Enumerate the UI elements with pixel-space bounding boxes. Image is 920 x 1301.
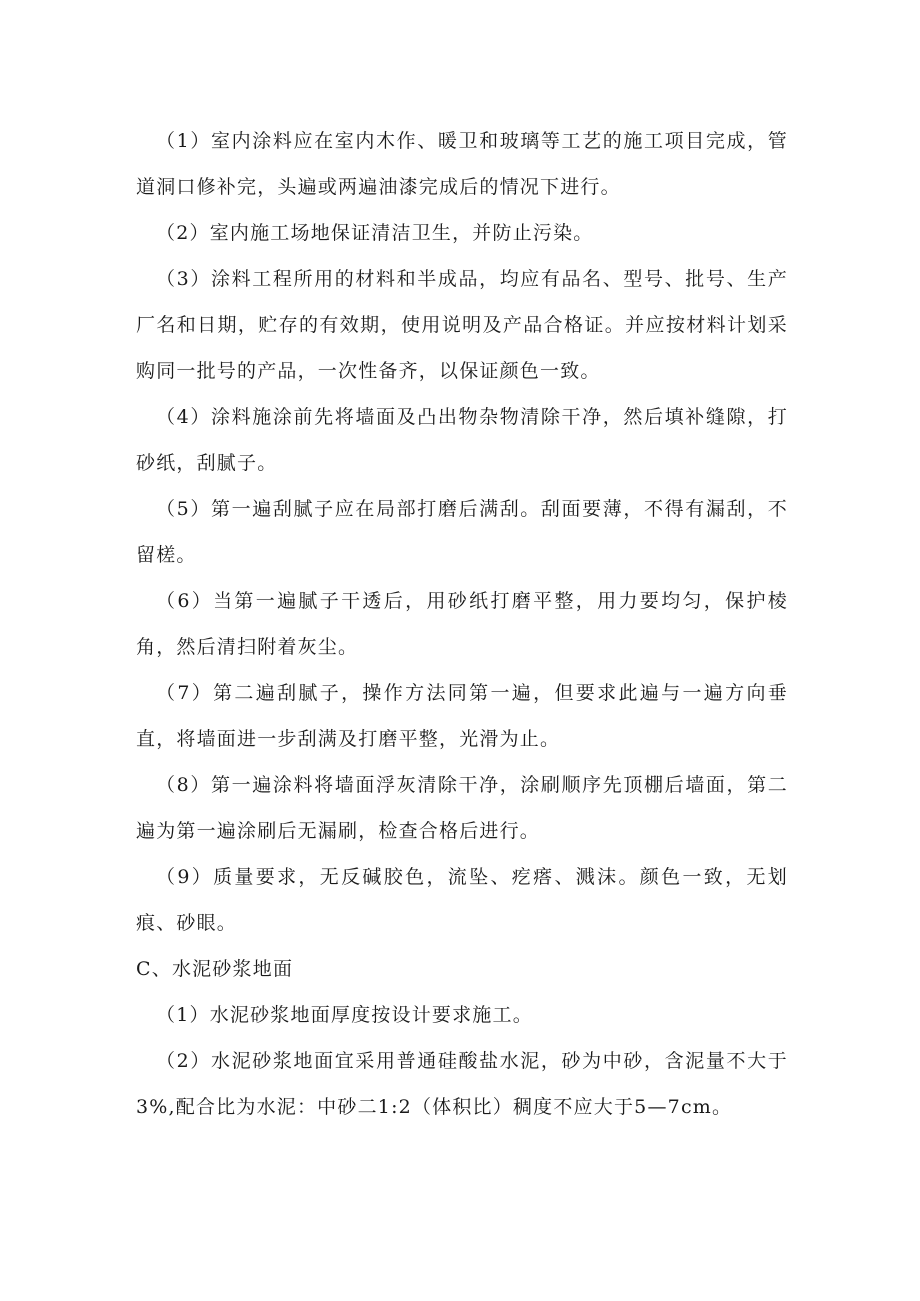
paragraph-item-5: （5）第一遍刮腻子应在局部打磨后满刮。刮面要薄，不得有漏刮，不留槎。	[136, 498, 788, 566]
paragraph-item-8: （8）第一遍涂料将墙面浮灰清除干净，涂刷顺序先顶棚后墙面，第二遍为第一遍涂刷后无漏刷，检查合格后进行。	[136, 774, 788, 842]
document-body	[136, 118, 788, 1130]
paragraph-item-6: （6）当第一遍腻子干透后，用砂纸打磨平整，用力要均匀，保护棱角，然后清扫附着灰尘。	[136, 590, 788, 658]
paragraph-item-2: （2）室内施工场地保证清洁卫生，并防止污染。	[156, 222, 594, 244]
paragraph-c-item-1: （1）水泥砂浆地面厚度按设计要求施工。	[156, 1004, 533, 1026]
paragraph-item-3: （3）涂料工程所用的材料和半成品，均应有品名、型号、批号、生产厂名和日期，贮存的有效期，使用说明及产品合格证。并应按材料计划采购同一批号的产品，一次性备齐，以保证颜色一致。	[136, 268, 788, 382]
paragraph-item-9: （9）质量要求，无反碱胶色，流坠、疙瘩、溅沫。颜色一致，无划痕、砂眼。	[136, 866, 788, 934]
section-heading-c: C、水泥砂浆地面	[136, 958, 294, 980]
paragraph-c-item-2: （2）水泥砂浆地面宜采用普通硅酸盐水泥，砂为中砂，含泥量不大于3%,配合比为水泥：中砂二1:2（体积比）稠度不应大于5—7cm。	[136, 1050, 788, 1118]
paragraph-item-4: （4）涂料施涂前先将墙面及凸出物杂物清除干净，然后填补缝隙，打砂纸，刮腻子。	[136, 406, 788, 474]
paragraph-item-1: （1）室内涂料应在室内木作、暖卫和玻璃等工艺的施工项目完成，管道洞口修补完，头遍或两遍油漆完成后的情况下进行。	[136, 130, 788, 198]
paragraph-item-7: （7）第二遍刮腻子，操作方法同第一遍，但要求此遍与一遍方向垂直，将墙面进一步刮满及打磨平整，光滑为止。	[136, 682, 788, 750]
